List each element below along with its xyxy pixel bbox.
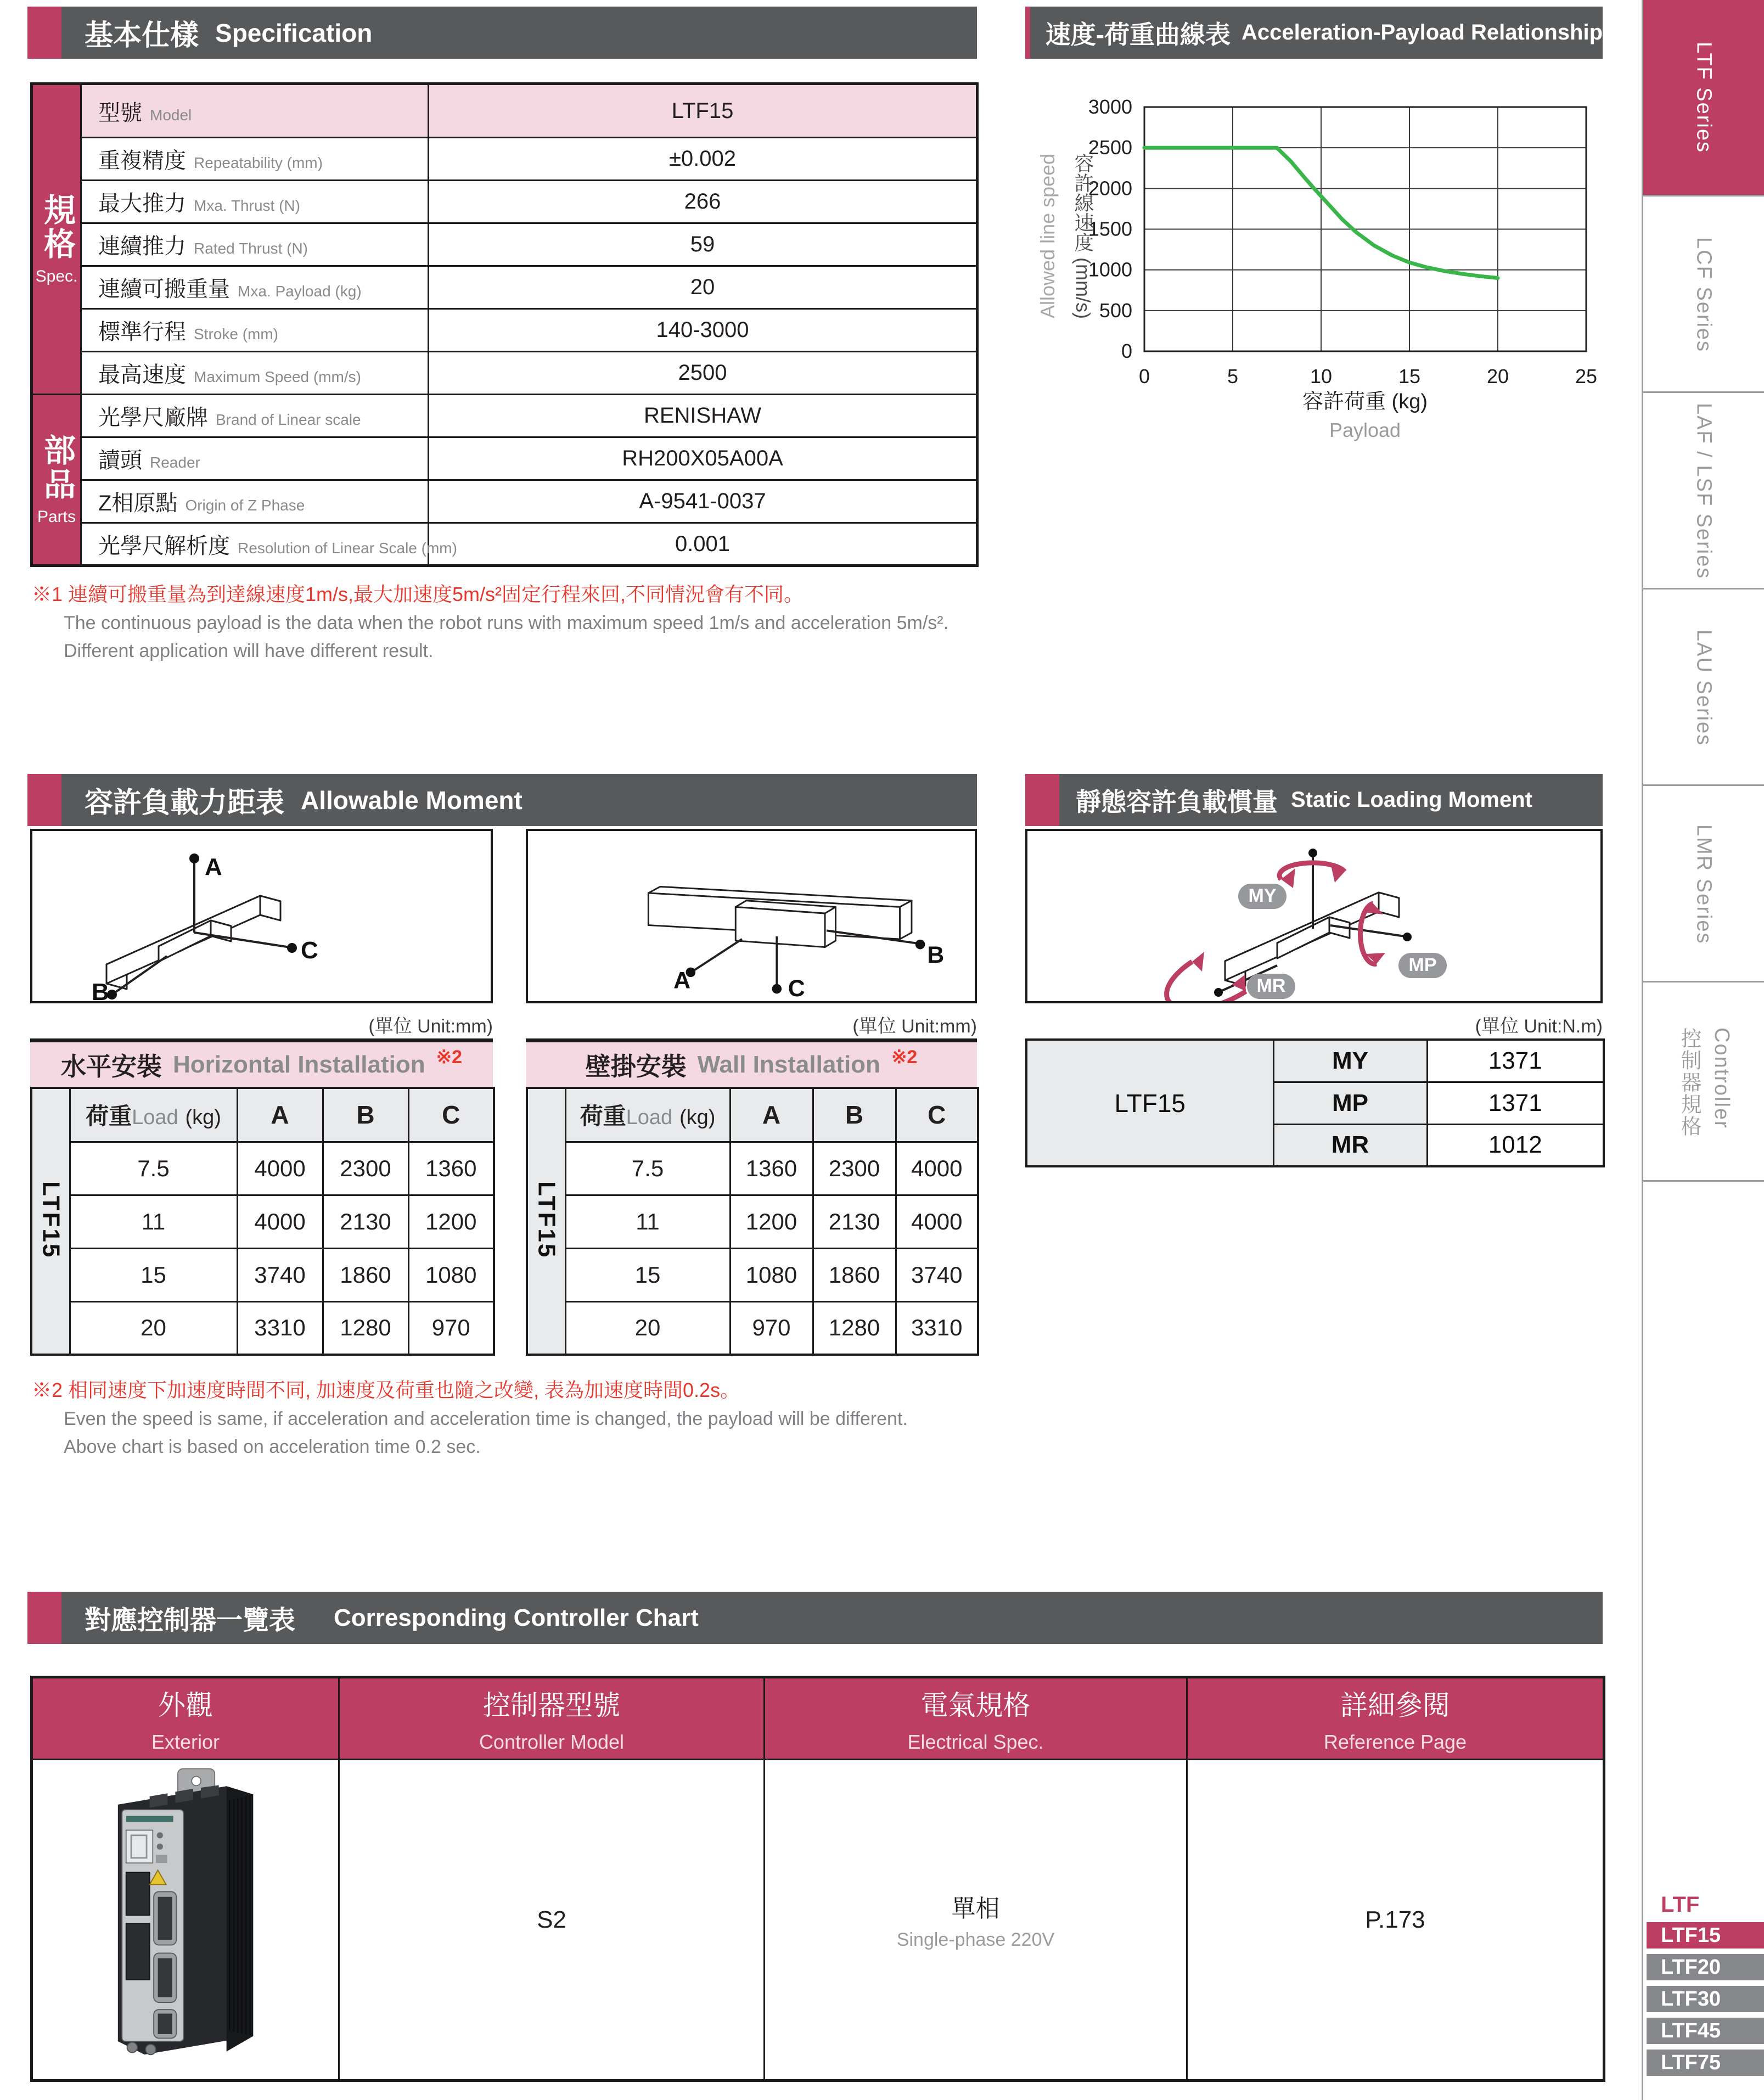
svg-text:0: 0 bbox=[1121, 340, 1132, 362]
svg-text:15: 15 bbox=[1398, 365, 1421, 388]
section-title-en: Specification bbox=[215, 18, 373, 47]
spec-row-model bbox=[32, 84, 977, 138]
moment-badge-my: MY bbox=[1248, 885, 1277, 906]
wall-installation-header: 壁掛安裝 Wall Installation ※2 bbox=[526, 1038, 977, 1087]
sidebar-tab-controller[interactable]: 控制器規格 Controller bbox=[1643, 984, 1764, 1182]
wall-installation-diagram bbox=[526, 829, 977, 1003]
spec-row: 部品 Parts 光學尺廠牌 Brand of Linear scale RENISHAW bbox=[32, 395, 977, 437]
table-row: 15 3740 1860 1080 bbox=[31, 1248, 494, 1301]
axis-label-b: B bbox=[92, 979, 109, 1001]
table-model-label: LTF15 bbox=[527, 1088, 565, 1355]
section-bar-allowable-moment bbox=[27, 774, 977, 826]
footnote-1-en1: The continuous payload is the data when the robot runs with maximum speed 1m/s and acceleration 5m/s². bbox=[64, 613, 949, 633]
controller-table bbox=[30, 1676, 1605, 2082]
spec-label-en: Model bbox=[150, 106, 192, 123]
col-header-exterior: 外觀 Exterior bbox=[32, 1677, 339, 1760]
controller-table-row bbox=[32, 1760, 1604, 2081]
svg-text:1500: 1500 bbox=[1088, 217, 1132, 240]
spec-row: Z相原點 Origin of Z Phase A-9541-0037 bbox=[32, 480, 977, 523]
horizontal-installation-header: 水平安裝 Horizontal Installation ※2 bbox=[30, 1038, 493, 1087]
sidebar-tab-ltf-series[interactable]: LTF Series bbox=[1643, 0, 1764, 196]
col-header-reference-page: 詳細參閱 Reference Page bbox=[1187, 1677, 1604, 1760]
section-bar-static-moment bbox=[1025, 774, 1603, 826]
section-title-zh: 容許負載力距表 bbox=[85, 787, 285, 819]
spec-group-parts bbox=[32, 395, 81, 566]
controller-photo-cell bbox=[32, 1760, 339, 2081]
axis-label-a: A bbox=[205, 854, 222, 880]
section-title-zh: 對應控制器一覽表 bbox=[85, 1606, 296, 1635]
table-row: 20 3310 1280 970 bbox=[31, 1301, 494, 1355]
table-row: 11 4000 2130 1200 bbox=[31, 1195, 494, 1248]
spec-group-spec bbox=[32, 84, 81, 395]
electrical-spec-value: 單相 Single-phase 220V bbox=[765, 1760, 1187, 2081]
section-title-en: Static Loading Moment bbox=[1291, 788, 1532, 812]
model-tab-ltf45[interactable]: LTF45 bbox=[1647, 2018, 1764, 2044]
sidebar-tab-lau-series[interactable]: LAU Series bbox=[1643, 591, 1764, 786]
axis-label-b: B bbox=[927, 941, 945, 968]
section-title-en: Corresponding Controller Chart bbox=[334, 1604, 699, 1631]
col-header-controller-model: 控制器型號 Controller Model bbox=[339, 1677, 765, 1760]
model-series-label: LTF bbox=[1661, 1893, 1700, 1917]
section-bar-accel-payload bbox=[1025, 7, 1603, 59]
specification-table bbox=[30, 82, 979, 567]
chart-xlabel-zh: 容許荷重 (kg) bbox=[1302, 390, 1428, 413]
model-tab-ltf15[interactable]: LTF15 bbox=[1647, 1922, 1764, 1949]
spec-label-zh: 型號 bbox=[98, 100, 142, 125]
spec-row: 讀頭 Reader RH200X05A00A bbox=[32, 437, 977, 480]
wall-installation-table: LTF15 荷重Load (kg) A B C 7.5 1360 2300 4000 11 1200 2130 4000 15 1080 1860 3740 20 970 1280 3310 bbox=[526, 1087, 979, 1356]
section-bar-controller-chart bbox=[27, 1592, 1603, 1644]
footnote-2 bbox=[32, 1375, 1075, 1461]
spec-value: LTF15 bbox=[429, 84, 977, 138]
table-row: MP 1371 bbox=[1026, 1082, 1604, 1124]
svg-text:10: 10 bbox=[1310, 365, 1333, 388]
svg-text:5: 5 bbox=[1227, 365, 1239, 388]
section-accent-square bbox=[27, 7, 61, 59]
chart-xlabel bbox=[1173, 384, 1557, 442]
axis-label-c: C bbox=[301, 937, 318, 964]
table-row: 7.5 1360 2300 4000 bbox=[527, 1142, 978, 1195]
spec-row: 光學尺解析度 Resolution of Linear Scale (mm) 0.001 bbox=[32, 523, 977, 566]
footnote-1-en2: Different application will have different result. bbox=[64, 641, 434, 661]
table-row: 7.5 4000 2300 1360 bbox=[31, 1142, 494, 1195]
section-title-zh: 靜態容許負載慣量 bbox=[1076, 787, 1278, 816]
sidebar-tab-lcf-series[interactable]: LCF Series bbox=[1643, 198, 1764, 393]
moment-badge-mp: MP bbox=[1408, 954, 1437, 975]
unit-label-mm: (單位 Unit:mm) bbox=[852, 1016, 977, 1037]
section-accent-square bbox=[1025, 774, 1059, 826]
section-accent-square bbox=[27, 774, 61, 826]
section-title-en: Allowable Moment bbox=[301, 785, 523, 815]
footnote-2-en2: Above chart is based on acceleration time 0.2 sec. bbox=[64, 1436, 481, 1457]
static-moment-diagram bbox=[1025, 829, 1603, 1003]
spec-row: 連續可搬重量 Mxa. Payload (kg) 20 bbox=[32, 266, 977, 309]
model-tab-ltf20[interactable]: LTF20 bbox=[1647, 1954, 1764, 1980]
section-title-zh: 基本仕樣 bbox=[85, 20, 199, 52]
spec-row: 連續推力 Rated Thrust (N) 59 bbox=[32, 223, 977, 266]
group-label-en: Spec. bbox=[35, 267, 78, 285]
section-bar-specification bbox=[27, 7, 977, 59]
spec-row: 最高速度 Maximum Speed (mm/s) 2500 bbox=[32, 352, 977, 395]
svg-text:0: 0 bbox=[1138, 365, 1150, 388]
model-tab-ltf30[interactable]: LTF30 bbox=[1647, 1986, 1764, 2012]
svg-text:2500: 2500 bbox=[1088, 136, 1132, 159]
static-moment-table bbox=[1025, 1038, 1605, 1167]
spec-row: 最大推力 Mxa. Thrust (N) 266 bbox=[32, 181, 977, 223]
footnote-1-zh: ※1 連續可搬重量為到達線速度1m/s,最大加速度5m/s²固定行程來回,不同情況會有不同。 bbox=[32, 583, 804, 605]
unit-label-mm: (單位 Unit:mm) bbox=[368, 1016, 493, 1037]
acceleration-payload-chart bbox=[1032, 88, 1603, 417]
table-row: 15 1080 1860 3740 bbox=[527, 1248, 978, 1301]
footnote-1 bbox=[32, 580, 998, 665]
group-label-zh: 部品 bbox=[39, 433, 75, 502]
controller-photo bbox=[68, 1765, 304, 2072]
spec-row: 標準行程 Stroke (mm) 140-3000 bbox=[32, 309, 977, 352]
horizontal-installation-diagram bbox=[30, 829, 493, 1003]
moment-badge-mr: MR bbox=[1256, 975, 1286, 996]
svg-text:25: 25 bbox=[1575, 365, 1598, 388]
sidebar-tab-laf-lsf-series[interactable]: LAF / LSF Series bbox=[1643, 395, 1764, 589]
section-accent-square bbox=[27, 1592, 61, 1644]
group-label-zh: 規格 bbox=[39, 193, 75, 261]
svg-text:2000: 2000 bbox=[1088, 177, 1132, 200]
axis-label-c: C bbox=[788, 975, 805, 1001]
footnote-2-en1: Even the speed is same, if acceleration and acceleration time is changed, the payload will be different. bbox=[64, 1408, 908, 1429]
spec-row: 重複精度 Repeatability (mm) ±0.002 bbox=[32, 138, 977, 181]
chart-xlabel-en: Payload bbox=[1329, 419, 1401, 441]
note-ref-2: ※2 bbox=[436, 1046, 462, 1068]
reference-page-value: P.173 bbox=[1187, 1760, 1604, 2081]
group-label-en: Parts bbox=[37, 507, 76, 526]
chart-ylabel-en: Allowed line speed bbox=[1036, 153, 1059, 319]
footnote-2-zh: ※2 相同速度下加速度時間不同, 加速度及荷重也隨之改變, 表為加速度時間0.2s。 bbox=[32, 1379, 740, 1401]
sidebar-tab-lmr-series[interactable]: LMR Series bbox=[1643, 788, 1764, 982]
table-row: 20 970 1280 3310 bbox=[527, 1301, 978, 1355]
note-ref-2: ※2 bbox=[891, 1046, 918, 1068]
svg-text:1000: 1000 bbox=[1088, 258, 1132, 281]
controller-model-value: S2 bbox=[339, 1760, 765, 2081]
table-model-label: LTF15 bbox=[1026, 1040, 1273, 1166]
svg-text:20: 20 bbox=[1486, 365, 1509, 388]
col-header-electrical-spec: 電氣規格 Electrical Spec. bbox=[765, 1677, 1187, 1760]
svg-text:500: 500 bbox=[1099, 299, 1132, 322]
section-title-zh: 速度-荷重曲線表 bbox=[1045, 20, 1231, 49]
table-row: LTF15 MY 1371 bbox=[1026, 1040, 1604, 1082]
controller-table-header bbox=[32, 1677, 1604, 1760]
table-row: 11 1200 2130 4000 bbox=[527, 1195, 978, 1248]
horizontal-installation-table: LTF15 荷重Load (kg) A B C 7.5 4000 2300 1360 11 4000 2130 1200 15 3740 1860 1080 20 3310 1280 970 bbox=[30, 1087, 495, 1356]
svg-text:3000: 3000 bbox=[1088, 96, 1132, 118]
model-tab-ltf75[interactable]: LTF75 bbox=[1647, 2050, 1764, 2076]
table-row: MR 1012 bbox=[1026, 1124, 1604, 1166]
section-title-en: Acceleration-Payload Relationship bbox=[1241, 20, 1603, 44]
section-accent-square bbox=[1025, 7, 1030, 59]
chart-ylabel-zh: 容許線速度 (mm/s) bbox=[1072, 153, 1094, 319]
axis-label-a: A bbox=[673, 967, 691, 994]
table-model-label: LTF15 bbox=[31, 1088, 70, 1355]
unit-label-nm: (單位 Unit:N.m) bbox=[1475, 1016, 1603, 1037]
